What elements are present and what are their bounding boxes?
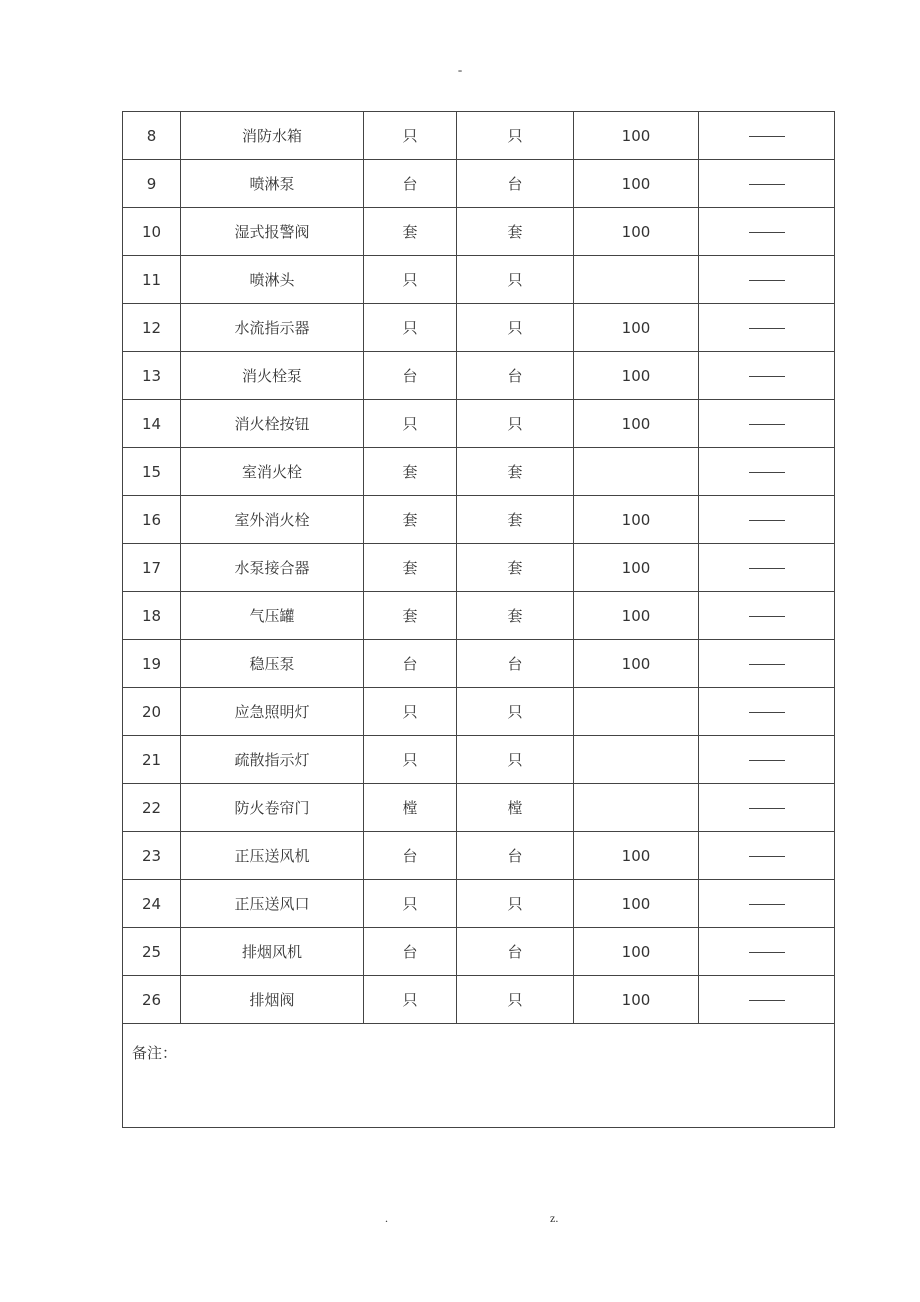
unit-cell: 套: [364, 448, 457, 496]
unit-cell: 只: [364, 112, 457, 160]
dash-line: [749, 232, 785, 233]
table-row: [123, 496, 835, 544]
row-number-cell: 26: [123, 976, 181, 1024]
dash-cell: [699, 784, 835, 832]
unit-cell-2: 只: [457, 400, 574, 448]
dash-line: [749, 472, 785, 473]
equipment-name-cell: 正压送风机: [181, 832, 364, 880]
dash-cell: [699, 304, 835, 352]
equipment-name-cell: 消火栓按钮: [181, 400, 364, 448]
unit-cell-2: 只: [457, 736, 574, 784]
dash-line: [749, 424, 785, 425]
equipment-name-cell: 疏散指示灯: [181, 736, 364, 784]
value-cell: 100: [574, 640, 699, 688]
dash-line: [749, 568, 785, 569]
equipment-name-cell: 防火卷帘门: [181, 784, 364, 832]
dash-cell: [699, 736, 835, 784]
value-cell: [574, 784, 699, 832]
value-cell: 100: [574, 928, 699, 976]
dash-cell: [699, 880, 835, 928]
table-row: [123, 688, 835, 736]
unit-cell: 台: [364, 928, 457, 976]
table-row: [123, 832, 835, 880]
dash-cell: [699, 256, 835, 304]
dash-line: [749, 280, 785, 281]
unit-cell: 只: [364, 688, 457, 736]
dash-line: [749, 664, 785, 665]
unit-cell: 只: [364, 976, 457, 1024]
dash-cell: [699, 400, 835, 448]
equipment-name-cell: 水流指示器: [181, 304, 364, 352]
table-row: [123, 736, 835, 784]
table-row: [123, 928, 835, 976]
unit-cell-2: 只: [457, 256, 574, 304]
unit-cell-2: 套: [457, 592, 574, 640]
equipment-name-cell: 排烟阀: [181, 976, 364, 1024]
row-number-cell: 20: [123, 688, 181, 736]
unit-cell: 樘: [364, 784, 457, 832]
dash-cell: [699, 832, 835, 880]
equipment-table-body: [123, 112, 835, 1024]
value-cell: 100: [574, 400, 699, 448]
table-row: [123, 544, 835, 592]
equipment-name-cell: 水泵接合器: [181, 544, 364, 592]
dash-line: [749, 856, 785, 857]
table-row: [123, 784, 835, 832]
unit-cell-2: 樘: [457, 784, 574, 832]
table-row: [123, 592, 835, 640]
dash-cell: [699, 496, 835, 544]
value-cell: 100: [574, 112, 699, 160]
table-row: [123, 352, 835, 400]
value-cell: 100: [574, 208, 699, 256]
dash-line: [749, 904, 785, 905]
dash-cell: [699, 928, 835, 976]
row-number-cell: 9: [123, 160, 181, 208]
row-number-cell: 21: [123, 736, 181, 784]
equipment-table: [122, 111, 835, 1128]
dash-line: [749, 712, 785, 713]
table-row: [123, 304, 835, 352]
row-number-cell: 23: [123, 832, 181, 880]
equipment-name-cell: 喷淋头: [181, 256, 364, 304]
table-row: [123, 112, 835, 160]
unit-cell-2: 套: [457, 448, 574, 496]
table-row: [123, 208, 835, 256]
equipment-name-cell: 排烟风机: [181, 928, 364, 976]
unit-cell: 台: [364, 832, 457, 880]
dash-cell: [699, 160, 835, 208]
equipment-name-cell: 喷淋泵: [181, 160, 364, 208]
row-number-cell: 8: [123, 112, 181, 160]
page-header-mark: -: [457, 62, 463, 77]
equipment-name-cell: 消火栓泵: [181, 352, 364, 400]
equipment-name-cell: 气压罐: [181, 592, 364, 640]
row-number-cell: 10: [123, 208, 181, 256]
unit-cell-2: 只: [457, 688, 574, 736]
dash-cell: [699, 448, 835, 496]
dash-line: [749, 808, 785, 809]
row-number-cell: 17: [123, 544, 181, 592]
unit-cell-2: 套: [457, 208, 574, 256]
value-cell: 100: [574, 160, 699, 208]
table-row: [123, 160, 835, 208]
equipment-name-cell: 室外消火栓: [181, 496, 364, 544]
dash-cell: [699, 640, 835, 688]
value-cell: 100: [574, 832, 699, 880]
value-cell: [574, 736, 699, 784]
row-number-cell: 25: [123, 928, 181, 976]
value-cell: 100: [574, 976, 699, 1024]
dash-line: [749, 520, 785, 521]
row-number-cell: 14: [123, 400, 181, 448]
row-number-cell: 18: [123, 592, 181, 640]
dash-line: [749, 1000, 785, 1001]
unit-cell-2: 只: [457, 976, 574, 1024]
value-cell: [574, 688, 699, 736]
unit-cell-2: 台: [457, 160, 574, 208]
dash-line: [749, 616, 785, 617]
value-cell: 100: [574, 352, 699, 400]
unit-cell: 只: [364, 400, 457, 448]
equipment-name-cell: 湿式报警阀: [181, 208, 364, 256]
equipment-name-cell: 稳压泵: [181, 640, 364, 688]
dash-cell: [699, 976, 835, 1024]
footer-left-mark: .: [385, 1211, 388, 1225]
dash-cell: [699, 544, 835, 592]
unit-cell: 套: [364, 496, 457, 544]
row-number-cell: 13: [123, 352, 181, 400]
unit-cell: 套: [364, 208, 457, 256]
unit-cell: 只: [364, 880, 457, 928]
remark-row: [123, 1024, 835, 1128]
unit-cell: 只: [364, 256, 457, 304]
unit-cell-2: 台: [457, 928, 574, 976]
table-row: [123, 400, 835, 448]
unit-cell-2: 台: [457, 352, 574, 400]
unit-cell-2: 只: [457, 880, 574, 928]
dash-cell: [699, 352, 835, 400]
unit-cell: 套: [364, 592, 457, 640]
dash-line: [749, 136, 785, 137]
table-row: [123, 256, 835, 304]
dash-line: [749, 376, 785, 377]
unit-cell-2: 台: [457, 832, 574, 880]
value-cell: [574, 256, 699, 304]
equipment-name-cell: 室消火栓: [181, 448, 364, 496]
footer-right-mark: z.: [550, 1211, 559, 1225]
equipment-name-cell: 正压送风口: [181, 880, 364, 928]
unit-cell: 只: [364, 736, 457, 784]
dash-cell: [699, 112, 835, 160]
row-number-cell: 15: [123, 448, 181, 496]
dash-cell: [699, 688, 835, 736]
row-number-cell: 24: [123, 880, 181, 928]
unit-cell-2: 套: [457, 544, 574, 592]
dash-line: [749, 760, 785, 761]
remark-cell: [123, 1024, 835, 1128]
unit-cell: 台: [364, 160, 457, 208]
row-number-cell: 11: [123, 256, 181, 304]
row-number-cell: 19: [123, 640, 181, 688]
unit-cell-2: 只: [457, 304, 574, 352]
dash-cell: [699, 592, 835, 640]
dash-line: [749, 184, 785, 185]
value-cell: 100: [574, 592, 699, 640]
unit-cell: 套: [364, 544, 457, 592]
value-cell: 100: [574, 544, 699, 592]
value-cell: 100: [574, 496, 699, 544]
table-row: [123, 976, 835, 1024]
unit-cell-2: 只: [457, 112, 574, 160]
remark-label: 备注：: [132, 1044, 178, 1062]
table-row: [123, 640, 835, 688]
table-row: [123, 880, 835, 928]
unit-cell: 台: [364, 640, 457, 688]
dash-line: [749, 328, 785, 329]
equipment-name-cell: 消防水箱: [181, 112, 364, 160]
unit-cell-2: 套: [457, 496, 574, 544]
dash-line: [749, 952, 785, 953]
value-cell: 100: [574, 304, 699, 352]
row-number-cell: 12: [123, 304, 181, 352]
table-row: [123, 448, 835, 496]
unit-cell: 台: [364, 352, 457, 400]
row-number-cell: 16: [123, 496, 181, 544]
value-cell: 100: [574, 880, 699, 928]
unit-cell-2: 台: [457, 640, 574, 688]
value-cell: [574, 448, 699, 496]
equipment-name-cell: 应急照明灯: [181, 688, 364, 736]
row-number-cell: 22: [123, 784, 181, 832]
dash-cell: [699, 208, 835, 256]
unit-cell: 只: [364, 304, 457, 352]
remark-section: [123, 1024, 835, 1128]
